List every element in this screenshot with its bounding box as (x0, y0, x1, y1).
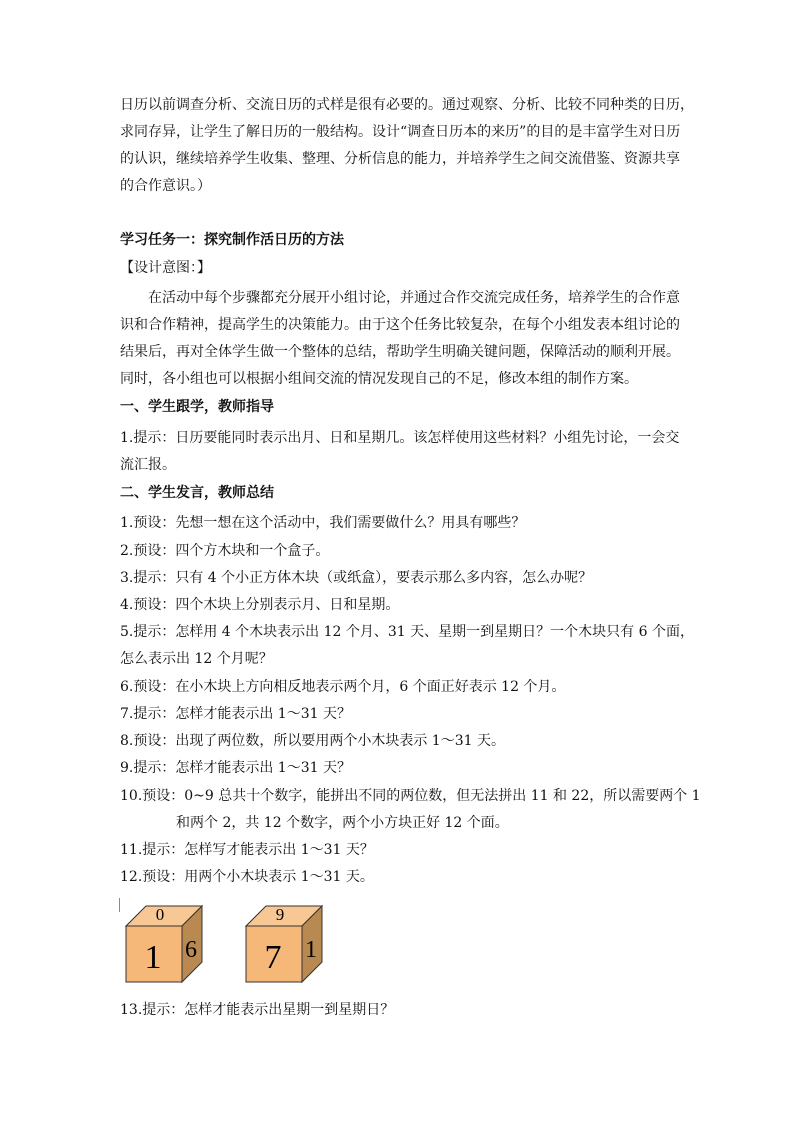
list-item: 4.预设：四个木块上分别表示月、日和星期。 (120, 597, 400, 613)
list-item: 1.预设：先想一想在这个活动中，我们需要做什么？用具有哪些？ (120, 515, 526, 531)
task-title: 学习任务一：探究制作活日历的方法 (120, 232, 344, 248)
cube-1-side-digit: 6 (185, 937, 197, 963)
list-item: 7.提示：怎样才能表示出 1～31 天？ (120, 706, 351, 722)
section1-item1-line-1: 1.提示：日历要能同时表示出月、日和星期几。该怎样使用这些材料？小组先讨论，一会交 (120, 430, 680, 446)
list-item: 8.预设：出现了两位数，所以要用两个小木块表示 1～31 天。 (120, 733, 505, 749)
list-item: 怎么表示出 12 个月呢？ (120, 651, 273, 667)
list-item: 5.提示：怎样用 4 个木块表示出 12 个月、31 天、星期一到星期日？一个木块只有 6 个面， (120, 624, 694, 640)
section1-title: 一、学生跟学，教师指导 (120, 399, 274, 415)
intro-line-4: 的合作意识。） (120, 178, 211, 194)
cube-2-top-digit: 9 (275, 905, 285, 924)
cube-1-front-digit: 1 (144, 939, 162, 976)
design-intent-line-3: 结果后，再对全体学生做一个整体的总结，帮助学生明确关键问题，保障活动的顺利开展。 (120, 344, 680, 360)
number-cubes-figure (120, 900, 380, 990)
cube-2-side-digit: 1 (305, 937, 317, 963)
intro-line-3: 的认识，继续培养学生收集、整理、分析信息的能力，并培养学生之间交流借鉴、资源共享 (120, 151, 680, 167)
list-item: 6.预设：在小木块上方向相反地表示两个月，6 个面正好表示 12 个月。 (120, 679, 566, 695)
list-item: 11.提示：怎样写才能表示出 1～31 天？ (120, 842, 374, 858)
list-item: 10.预设：0~9 总共十个数字，能拼出不同的两位数，但无法拼出 11 和 22，所以需要两个 1 (120, 788, 701, 804)
intro-line-1: 日历以前调查分析、交流日历的式样是很有必要的。通过观察、分析、比较不同种类的日历， (120, 97, 694, 113)
list-item-13: 13.提示：怎样才能表示出星期一到星期日？ (120, 1002, 395, 1018)
cube-2-front-digit: 7 (264, 939, 282, 976)
list-item: 12.预设：用两个小木块表示 1～31 天。 (120, 869, 374, 885)
cube-1-top-digit: 0 (155, 905, 165, 924)
list-item: 3.提示：只有 4 个小正方体木块（或纸盒），要表示那么多内容，怎么办呢？ (120, 570, 593, 586)
section2-title: 二、学生发言，教师总结 (120, 485, 274, 501)
design-intent-line-4: 同时，各小组也可以根据小组间交流的情况发现自己的不足，修改本组的制作方案。 (120, 371, 638, 387)
design-intent-label: 【设计意图：】 (120, 260, 211, 276)
cube-2 (246, 905, 322, 982)
list-item: 2.预设：四个方木块和一个盒子。 (120, 543, 330, 559)
list-item: 9.提示：怎样才能表示出 1～31 天？ (120, 760, 351, 776)
design-intent-line-1: 在活动中每个步骤都充分展开小组讨论，并通过合作交流完成任务，培养学生的合作意 (148, 290, 680, 306)
list-item: 和两个 2，共 12 个数字，两个小方块正好 12 个面。 (176, 815, 509, 831)
design-intent-line-2: 识和合作精神，提高学生的决策能力。由于这个任务比较复杂，在每个小组发表本组讨论的 (120, 317, 680, 333)
cube-1 (126, 905, 202, 982)
section1-item1-line-2: 流汇报。 (120, 457, 176, 473)
intro-line-2: 求同存异，让学生了解日历的一般结构。设计“调查日历本的来历”的目的是丰富学生对日历 (120, 124, 681, 140)
